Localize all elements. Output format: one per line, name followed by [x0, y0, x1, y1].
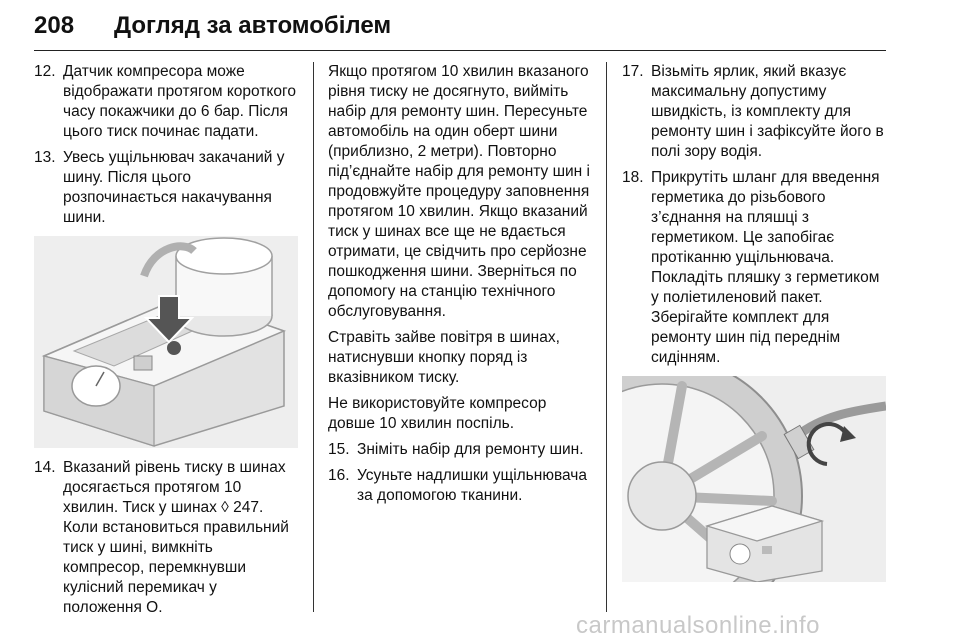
step-text: Прикрутіть шланг для введення герметика до різьбового з’єднання на пляшці з герметиком. Це запобігає протіканню ущільнювача. Покладіть пляшку з герметиком у поліетиленовий пакет. Зберігайте комплект для ремонту шин під переднім сидінням. [651, 169, 880, 366]
paragraph: Якщо протягом 10 хвилин вказаного рівня тиску не досягнуто, вийміть набір для ремонту шин. Пересуньте автомобіль на один оберт шини (приблизно, 2 метри). Повторно під’єднайте набір для ремонту шин і продовжуйте процедуру заповнення протягом 10 хвилин. Якщо вказаний тиск у шинах все ще не вдається отримати, це свідчить про серйозне пошкодження шини. Зверніться по допомогу на станцію технічного обслуговування. [328, 63, 590, 320]
paragraph: Стравіть зайве повітря в шинах, натиснувши кнопку поряд із вказівником тиску. [328, 329, 560, 386]
page-number: 208 [34, 12, 75, 39]
step-14 [34, 458, 298, 618]
step-12 [34, 62, 298, 142]
step-text: Усуньте надлишки ущільнювача за допомогою тканини. [357, 467, 587, 504]
step-13 [34, 148, 298, 228]
tyre-valve-illustration [622, 376, 886, 582]
step-number: 16. [328, 467, 350, 484]
column-divider [313, 62, 314, 612]
step-text: Візьміть ярлик, який вказує максимальну допустиму швидкість, із комплекту для ремонту шин і зафіксуйте його в полі зору водія. [651, 63, 884, 160]
step-text: Вказаний рівень тиску в шинах досягається протягом 10 хвилин. Тиск у шинах ◊ 247. Коли встановиться правильний тиск у шині, вимкніть компресор, перемкнувши кулісний перемикач у положення О. [63, 459, 289, 616]
compressor-illustration [34, 236, 298, 448]
column-divider [606, 62, 607, 612]
column-2 [328, 62, 590, 512]
step-text: Зніміть набір для ремонту шин. [357, 441, 584, 458]
column-3 [622, 62, 886, 592]
column-1 [34, 62, 298, 624]
step-number: 17. [622, 63, 644, 80]
page-header [34, 10, 886, 51]
step-number: 12. [34, 63, 56, 80]
step-18 [622, 168, 886, 368]
step-17 [622, 62, 886, 162]
watermark: carmanualsonline.info [576, 612, 820, 639]
step-text: Датчик компресора може відображати протягом короткого часу покажчики до 6 бар. Після цього тиск починає падати. [63, 63, 296, 140]
step-15 [328, 440, 590, 460]
step-text: Увесь ущільнювач закачаний у шину. Після цього розпочинається накачування шини. [63, 149, 285, 226]
step-number: 13. [34, 149, 56, 166]
step-number: 14. [34, 459, 56, 476]
paragraph: Не використовуйте компресор довше 10 хвилин поспіль. [328, 395, 547, 432]
step-number: 15. [328, 441, 350, 458]
step-number: 18. [622, 169, 644, 186]
step-16 [328, 466, 590, 506]
page-title: Догляд за автомобілем [114, 12, 392, 39]
